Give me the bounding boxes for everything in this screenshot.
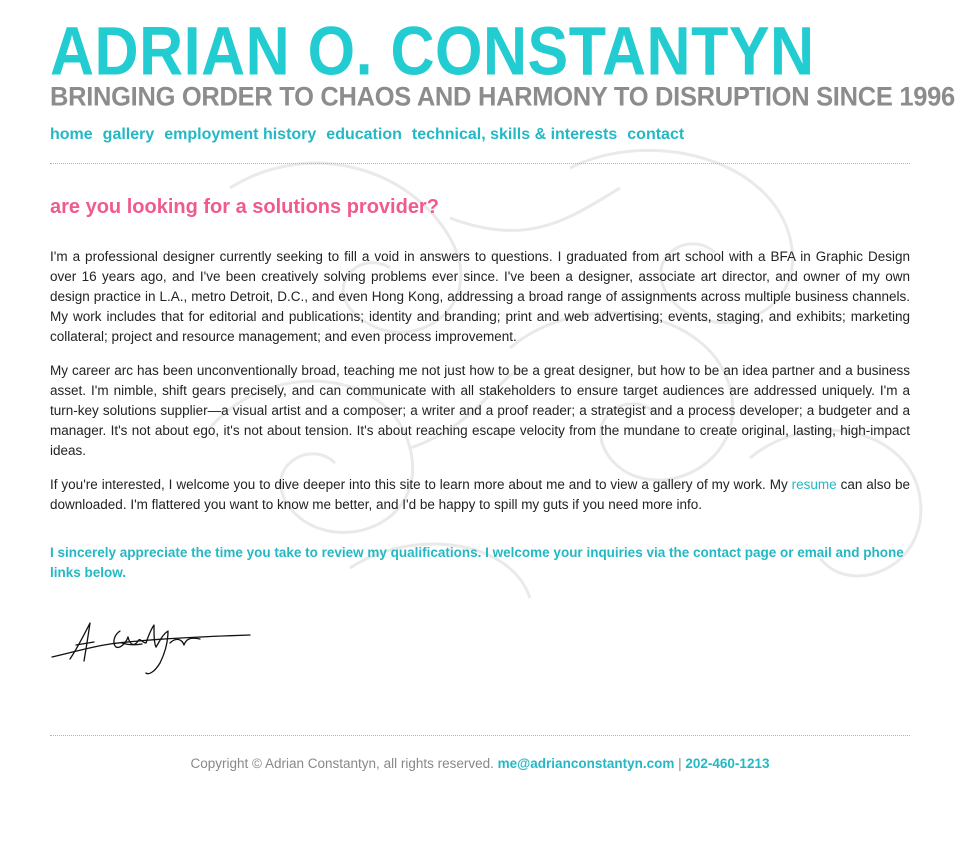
site-tagline: BRINGING ORDER TO CHAOS AND HARMONY TO DISRUPTION SINCE 1996 — [50, 82, 955, 112]
footer — [50, 756, 910, 771]
paragraph-resume-before: If you're interested, I welcome you to dive deeper into this site to learn more about me and to view a gallery of my work. My — [50, 477, 792, 492]
copyright-text: Copyright © Adrian Constantyn, all rights reserved. — [190, 756, 494, 771]
email-link[interactable]: me@adrianconstantyn.com — [497, 756, 675, 771]
appreciation-note: I sincerely appreciate the time you take to review my qualifications. I welcome your inquiries via the contact page or email and phone links below. — [50, 545, 904, 580]
phone-link[interactable]: 202-460-1213 — [685, 756, 770, 771]
page-container — [50, 12, 955, 771]
nav-education[interactable]: education — [326, 126, 402, 143]
paragraph-career: My career arc has been unconventionally broad, teaching me not just how to be a great designer, but how to be an idea partner and a business asset. I'm nimble, shift gears precisely, and can communicate with all stakeholders to ensure target audiences are addressed uniquely. I'm a turn-key solutions supplier—a visual artist and a composer; a writer and a proof reader; a strategist and a process developer; a budgeter and a manager. It's not about ego, it's not about tension. It's about reaching escape velocity from the mundane to create original, lasting, high-impact ideas. — [50, 363, 910, 458]
paragraph-resume — [50, 475, 910, 515]
footer-separator: | — [678, 756, 682, 771]
footer-divider — [50, 735, 910, 736]
nav-contact[interactable]: contact — [627, 126, 685, 143]
main-nav — [50, 126, 910, 148]
nav-technical-skills-interests[interactable]: technical, skills & interests — [411, 126, 618, 143]
resume-link[interactable]: resume — [791, 477, 837, 492]
paragraph-resume-after: can also be downloaded. I'm flattered you want to know me better, and I'd be happy to spill my guts if you need more info. — [50, 477, 910, 512]
site-title: ADRIAN O. CONSTANTYN — [50, 12, 815, 90]
header-divider — [50, 163, 910, 164]
nav-employment-history[interactable]: employment history — [164, 126, 317, 143]
page-headline: are you looking for a solutions provider? — [50, 196, 439, 218]
signature-icon — [50, 617, 255, 677]
nav-gallery[interactable]: gallery — [102, 126, 155, 143]
intro-text — [50, 247, 910, 515]
paragraph-intro: I'm a professional designer currently seeking to fill a void in answers to questions. I graduated from art school with a BFA in Graphic Design over 16 years ago, and I've been creatively solving problems ever since. I've been a designer, associate art director, and owner of my own design practice in L.A., metro Detroit, D.C., and even Hong Kong, addressing a broad range of assignments across multiple business channels. My work includes that for editorial and publications; identity and branding; print and web advertising; events, staging, and exhibits; marketing collateral; project and resource management; and even process improvement. — [50, 249, 910, 344]
nav-home[interactable]: home — [50, 126, 93, 143]
